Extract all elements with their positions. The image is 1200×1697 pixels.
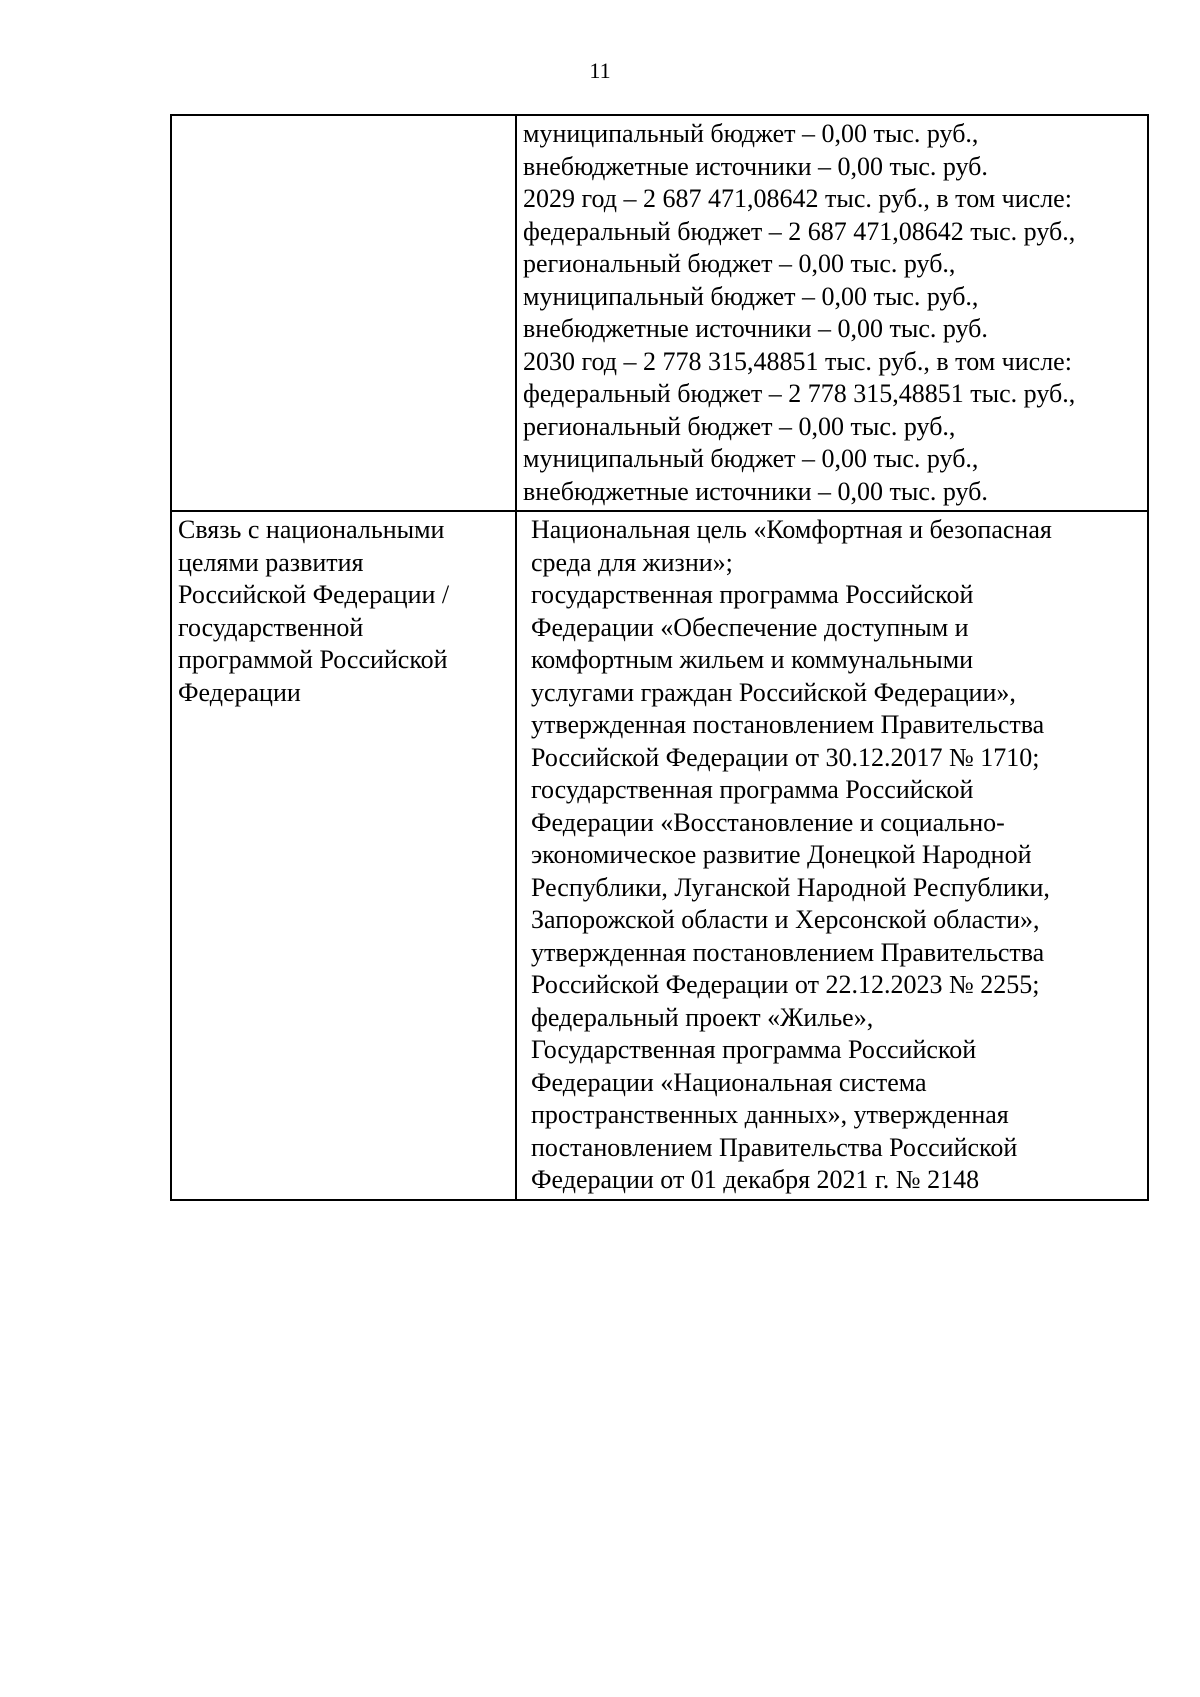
row-label-line: Федерации [178,677,301,707]
national-goals-label-cell [171,511,516,1200]
goals-line: Российской Федерации от 30.12.2017 № 1710; [531,742,1040,772]
goals-line: Федерации «Восстановление и социально- [531,807,1005,837]
funding-line: внебюджетные источники – 0,00 тыс. руб. [523,476,988,506]
funding-line: 2030 год – 2 778 315,48851 тыс. руб., в том числе: [523,346,1072,376]
funding-line: внебюджетные источники – 0,00 тыс. руб. [523,151,988,181]
funding-line: муниципальный бюджет – 0,00 тыс. руб., [523,281,979,311]
goals-line: утвержденная постановлением Правительства [531,937,1045,967]
page-number: 11 [589,58,611,83]
goals-line: Федерации «Национальная система [531,1067,927,1097]
goals-line: федеральный проект «Жилье», [531,1002,874,1032]
goals-line: комфортным жильем и коммунальными [531,645,974,674]
funding-label-cell [171,115,516,511]
row-label-line: Российской Федерации / [178,580,450,609]
funding-line: региональный бюджет – 0,00 тыс. руб., [523,411,956,441]
funding-content-cell [516,115,1148,511]
goals-line: среда для жизни»; [531,547,733,577]
funding-line: муниципальный бюджет – 0,00 тыс. руб., [523,444,979,473]
funding-line: федеральный бюджет – 2 778 315,48851 тыс. руб., [523,379,1076,408]
goals-line: Федерации «Обеспечение доступным и [531,612,969,642]
funding-line: региональный бюджет – 0,00 тыс. руб., [523,249,956,278]
goals-line: государственная программа Российской [531,580,974,609]
goals-line: экономическое развитие Донецкой Народной [531,840,1032,869]
row-label-line: целями развития [178,547,364,577]
row-label-line: государственной [178,612,364,642]
goals-line: Государственная программа Российской [531,1035,977,1064]
goals-line: постановлением Правительства Российской [531,1132,1018,1162]
goals-line: государственная программа Российской [531,775,974,804]
funding-line: федеральный бюджет – 2 687 471,08642 тыс. руб., [523,216,1076,246]
funding-line: муниципальный бюджет – 0,00 тыс. руб., [523,119,979,148]
national-goals-content-cell [516,511,1148,1200]
row-label-line: программой Российской [178,645,448,674]
row-label-line: Связь с национальными [178,515,445,544]
funding-line: 2029 год – 2 687 471,08642 тыс. руб., в том числе: [523,184,1072,213]
goals-line: Федерации от 01 декабря 2021 г. № 2148 [531,1165,980,1194]
table-row-national-goals [171,511,1148,1200]
goals-line: Запорожской области и Херсонской области», [531,905,1040,934]
goals-line: пространственных данных», утвержденная [531,1100,1009,1129]
goals-line: Национальная цель «Комфортная и безопасная [531,515,1052,544]
goals-line: утвержденная постановлением Правительства [531,710,1045,739]
goals-line: Российской Федерации от 22.12.2023 № 2255; [531,970,1040,999]
goals-line: Республики, Луганской Народной Республики, [531,872,1050,902]
funding-line: внебюджетные источники – 0,00 тыс. руб. [523,314,988,343]
program-passport-table [170,114,1149,1201]
table-row-funding [171,115,1148,511]
goals-line: услугами граждан Российской Федерации», [531,677,1016,707]
